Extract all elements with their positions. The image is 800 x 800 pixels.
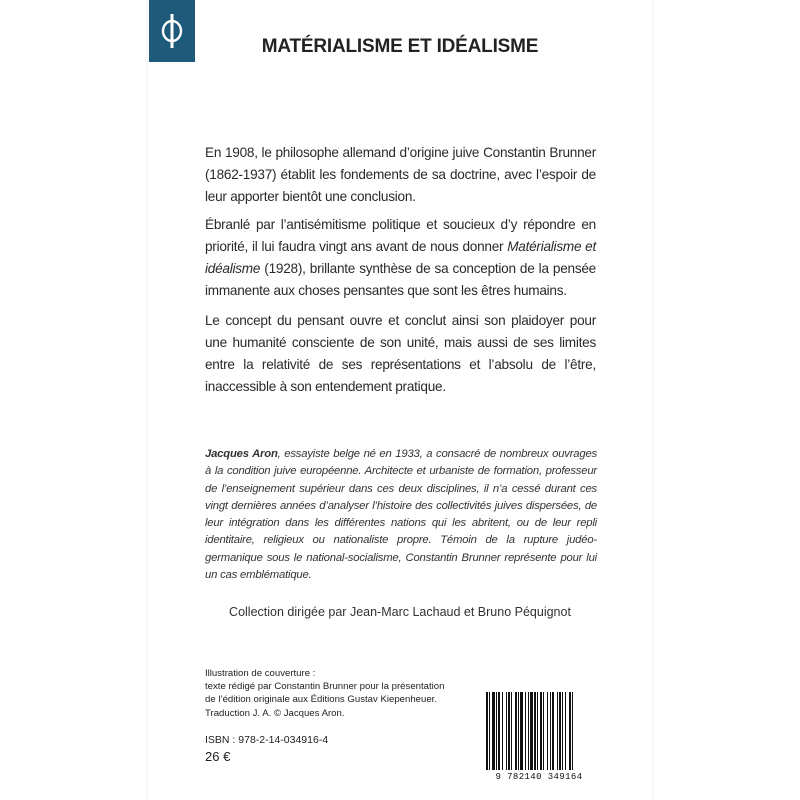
book-title: MATÉRIALISME ET IDÉALISME xyxy=(261,36,539,57)
paragraph-2-start: Ébranlé par l’antisémitisme politique et soucieux d’y répondre en priorité, il lui faudra vingt ans avant de nous donner xyxy=(205,217,596,254)
author-name: Jacques Aron xyxy=(205,448,278,460)
credit-line: Traduction J. A. © Jacques Aron. xyxy=(205,707,345,719)
cover-illustration-credits xyxy=(205,667,485,720)
isbn: ISBN : 978-2-14-034916-4 xyxy=(205,734,329,746)
barcode-digits: 9 782140 349164 xyxy=(495,772,583,782)
summary-paragraph-2 xyxy=(205,214,596,302)
barcode xyxy=(484,692,596,778)
credit-line: texte rédigé par Constantin Brunner pour la présentation xyxy=(205,681,445,693)
credit-line: Illustration de couverture : xyxy=(205,668,316,679)
paragraph-2-end: (1928), brillante synthèse de sa conception de la pensée immanente aux choses pensantes que sont les êtres humains. xyxy=(205,261,596,298)
collection-credit: Collection dirigée par Jean-Marc Lachaud et Bruno Péquignot xyxy=(229,605,571,619)
book-title-italic: Matérialisme et idéalisme xyxy=(205,239,597,276)
credit-line: de l’édition originale aux Éditions Gustav Kiepenheuer. xyxy=(205,694,438,706)
summary-paragraph-1: En 1908, le philosophe allemand d’origine juive Constantin Brunner (1862-1937) établit les fondements de sa doctrine, avec l’espoir de leur apporter bientôt une conclusion. xyxy=(205,145,596,204)
price: 26 € xyxy=(205,749,231,764)
author-bio xyxy=(205,446,597,584)
summary-paragraph-3: Le concept du pensant ouvre et conclut ainsi son plaidoyer pour une humanité consciente de son unité, mais aussi de ses limites entre la relativité de ses représentations et l’absolu de l’être, inaccessible à son entendement pratique. xyxy=(205,313,596,394)
author-bio-text: , essayiste belge né en 1933, a consacré de nombreux ouvrages à la condition juive européenne. Architecte et urbaniste de formation, professeur de l’enseignement supérieur dans ces deux disciplines, il n’a cessé durant ces vingt dernières années d’analyser l’histoire des collectivités juives dispersées, de leur intégration dans les différentes nations qui les abritent, ou de leur repli identitaire, religieux ou nationaliste propre. Témoin de la rupture judéo-germanique sous le national-socialisme, Constantin Brunner représente pour lui un cas emblématique. xyxy=(205,448,597,582)
